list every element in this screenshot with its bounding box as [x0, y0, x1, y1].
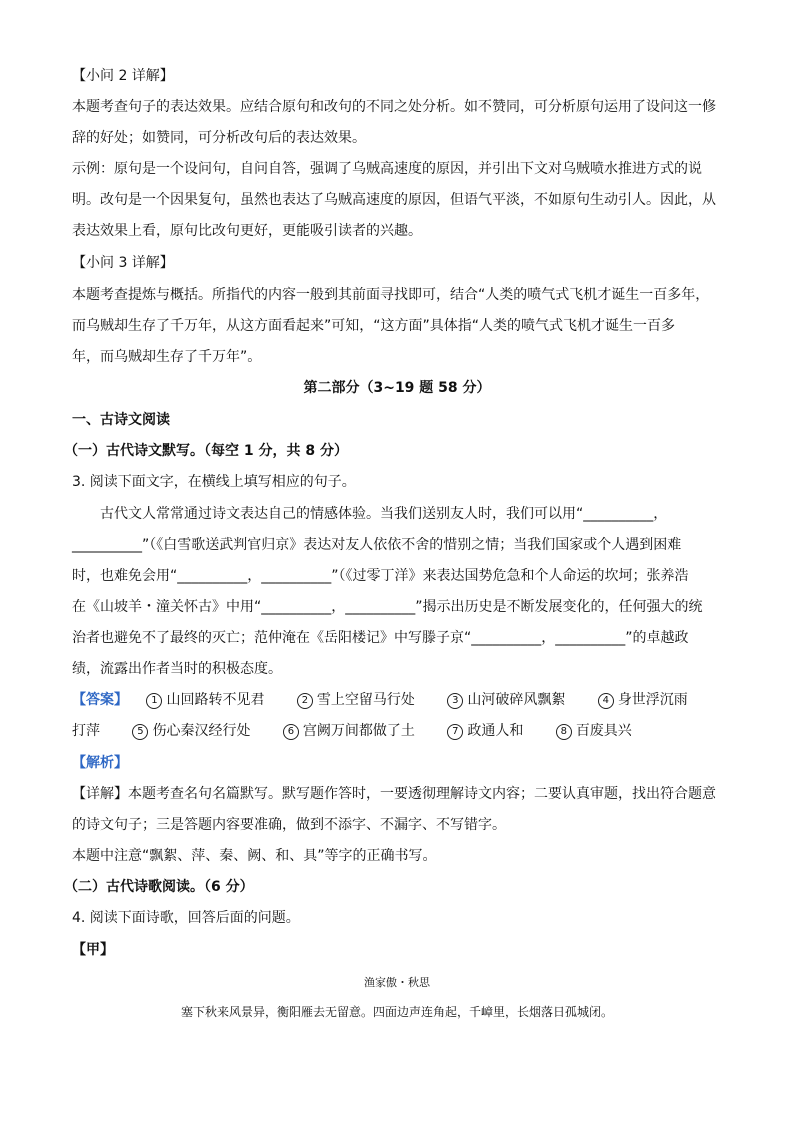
detail-line: 的诗文句子；三是答题内容要准确，做到不添字、不漏字、不写错字。 — [72, 817, 506, 833]
passage-line: 绩，流露出作者当时的积极态度。 — [72, 661, 282, 677]
answer-number: 7 — [447, 724, 463, 740]
poem-title: 渔家傲・秋思 — [364, 976, 430, 989]
q2-example-line: 明。改句是一个因果复句，虽然也表达了乌贼高速度的原因，但语气平淡，不如原句生动引人。因此，从 — [72, 192, 716, 208]
section-heading: 一、古诗文阅读 — [72, 412, 170, 428]
answer-number: 1 — [146, 693, 162, 709]
answer-item — [132, 721, 250, 741]
subsection-heading: （二）古代诗歌阅读。（6 分） — [64, 879, 254, 895]
detail-line: 本题中注意“飘絮、萍、秦、阙、和、具”等字的正确书写。 — [72, 848, 437, 864]
answer-text: 宫阙万间都做了土 — [302, 723, 415, 739]
answer-text: 山回路转不见君 — [166, 692, 265, 708]
q3-paragraph-line: 年，而乌贼却生存了千万年”。 — [72, 349, 262, 365]
answer-number: 5 — [132, 724, 148, 740]
q2-heading: 【小问 2 详解】 — [72, 68, 174, 84]
analysis-label: 【解析】 — [72, 755, 128, 771]
answer-number: 3 — [447, 693, 463, 709]
question-4-stem: 4. 阅读下面诗歌，回答后面的问题。 — [72, 910, 300, 926]
answer-label: 【答案】 — [72, 692, 128, 708]
answer-number: 6 — [283, 724, 299, 740]
detail-line: 【详解】本题考查名句名篇默写。默写题作答时，一要透彻理解诗文内容；二要认真审题，找出符合题意 — [72, 786, 716, 802]
q2-paragraph-line: 本题考查句子的表达效果。应结合原句和改句的不同之处分析。如不赞同，可分析原句运用了设问这一修 — [72, 99, 716, 115]
question-3-stem: 3. 阅读下面文字，在横线上填写相应的句子。 — [72, 474, 356, 490]
answer-item — [297, 690, 415, 710]
answer-item — [447, 721, 523, 741]
part-two-title: 第二部分（3~19 题 58 分） — [303, 380, 491, 396]
answer-number: 4 — [598, 693, 614, 709]
passage-line: 时，也难免会用“__________，__________”（《过零丁洋》来表达国势危急和个人命运的坎坷；张养浩 — [72, 568, 689, 584]
answer-text-continued: 打萍 — [72, 723, 100, 739]
poem-body: 塞下秋来风景异，衡阳雁去无留意。四面边声连角起，千嶂里，长烟落日孤城闭。 — [180, 1005, 613, 1019]
answer-text: 政通人和 — [467, 723, 524, 739]
answer-item — [146, 690, 264, 710]
answer-text: 身世浮沉雨 — [617, 692, 688, 708]
answer-item — [556, 721, 632, 741]
q2-example-line: 表达效果上看，原句比改句更好，更能吸引读者的兴趣。 — [72, 223, 422, 239]
q2-paragraph-line: 辞的好处；如赞同，可分析改句后的表达效果。 — [72, 130, 366, 146]
passage-line: 古代文人常常通过诗文表达自己的情感体验。当我们送别友人时，我们可以用“__________， — [100, 506, 668, 522]
passage-line: 治者也避免不了最终的灭亡；范仲淹在《岳阳楼记》中写滕子京“__________，__________”的卓越政 — [72, 630, 689, 646]
poem-label: 【甲】 — [72, 942, 114, 958]
answer-text: 百废具兴 — [575, 723, 632, 739]
answer-item — [598, 690, 688, 710]
q3-paragraph-line: 本题考查提炼与概括。所指代的内容一般到其前面寻找即可，结合“人类的喷气式飞机才诞生一百多年， — [72, 287, 710, 303]
passage-line: __________”（《白雪歌送武判官归京》表达对友人依依不舍的惜别之情；当我们国家或个人遇到困难 — [72, 537, 682, 553]
answer-text: 雪上空留马行处 — [316, 692, 415, 708]
answer-item — [447, 690, 565, 710]
q3-paragraph-line: 而乌贼却生存了千万年，从这方面看起来”可知，“这方面”具体指“人类的喷气式飞机才诞生一百多 — [72, 318, 676, 334]
answer-text: 伤心秦汉经行处 — [152, 723, 251, 739]
passage-line: 在《山坡羊・潼关怀古》中用“__________，__________”揭示出历史是不断发展变化的，任何强大的统 — [72, 599, 703, 615]
answer-number: 2 — [297, 693, 313, 709]
subsection-heading: （一）古代诗文默写。（每空 1 分，共 8 分） — [64, 443, 348, 459]
answer-item — [283, 721, 415, 741]
q3-heading: 【小问 3 详解】 — [72, 255, 174, 271]
answer-number: 8 — [556, 724, 572, 740]
q2-example-line: 示例：原句是一个设问句，自问自答，强调了乌贼高速度的原因，并引出下文对乌贼喷水推进方式的说 — [72, 161, 702, 177]
answer-row — [72, 690, 732, 710]
answer-row — [72, 721, 732, 741]
answer-text: 山河破碎风飘絮 — [467, 692, 566, 708]
